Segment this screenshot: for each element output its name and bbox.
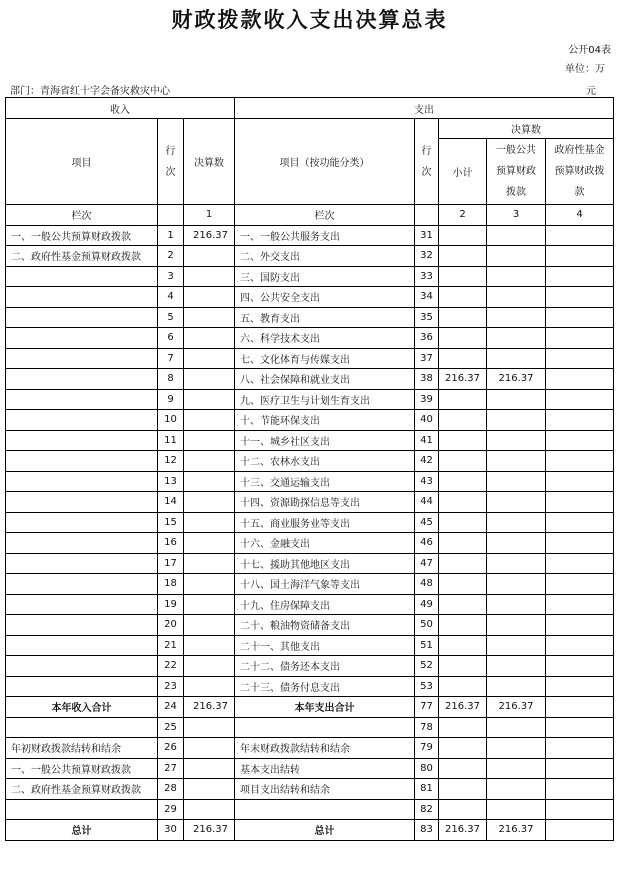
expense-line-no-cell: 34: [415, 287, 439, 308]
expense-line-no-cell: 32: [415, 246, 439, 267]
table-row: [6, 348, 614, 369]
expense-item-cell: 十四、资源勘探信息等支出: [235, 492, 415, 513]
subtotal-cell: [439, 430, 487, 451]
subtotal-cell: 216.37: [439, 697, 487, 718]
table-row: [6, 574, 614, 595]
subtotal-cell: [439, 410, 487, 431]
gov-fund-cell: [546, 471, 614, 492]
income-item-cell: [6, 492, 158, 513]
subtotal-cell: [439, 287, 487, 308]
subtotal-cell: [439, 512, 487, 533]
section-header-row: [6, 98, 614, 119]
income-item-cell: [6, 410, 158, 431]
subtotal-cell: [439, 738, 487, 759]
expense-line-no-cell: 77: [415, 697, 439, 718]
income-line-no-cell: 12: [158, 451, 184, 472]
income-amount-cell: [184, 430, 235, 451]
expense-item-cell: 二、外交支出: [235, 246, 415, 267]
gov-fund-cell: [546, 246, 614, 267]
general-budget-cell: [487, 389, 546, 410]
expense-item-cell: 十六、金融支出: [235, 533, 415, 554]
general-budget-cell: [487, 656, 546, 677]
income-amount-cell: [184, 266, 235, 287]
general-budget-cell: [487, 512, 546, 533]
general-budget-cell: [487, 553, 546, 574]
income-line-no-cell: 22: [158, 656, 184, 677]
column-index-3: 3: [487, 205, 546, 226]
income-line-no-cell: 26: [158, 738, 184, 759]
income-amount-cell: [184, 635, 235, 656]
column-index-row: [6, 205, 614, 226]
general-budget-cell: [487, 738, 546, 759]
gov-fund-cell: [546, 533, 614, 554]
expense-item-cell: 十一、城乡社区支出: [235, 430, 415, 451]
income-item-cell: [6, 594, 158, 615]
gov-fund-cell: [546, 430, 614, 451]
gov-fund-cell: [546, 512, 614, 533]
expense-item-cell: 十三、交通运输支出: [235, 471, 415, 492]
income-item-cell: [6, 451, 158, 472]
expense-line-no-cell: 45: [415, 512, 439, 533]
expense-item-cell: 二十、粮油物资储备支出: [235, 615, 415, 636]
income-section-header: 收入: [6, 98, 235, 119]
income-amount-cell: [184, 328, 235, 349]
expense-item-cell: 十八、国土海洋气象等支出: [235, 574, 415, 595]
subtotal-cell: [439, 779, 487, 800]
subtotal-cell: [439, 307, 487, 328]
unit-label-tail: 元: [586, 86, 596, 97]
column-index-1: 1: [184, 205, 235, 226]
table-row: [6, 779, 614, 800]
income-amount-cell: [184, 369, 235, 390]
income-item-cell: [6, 676, 158, 697]
income-item-cell: [6, 430, 158, 451]
general-budget-cell: [487, 676, 546, 697]
general-budget-cell: [487, 758, 546, 779]
general-budget-cell: [487, 287, 546, 308]
income-line-no-cell: 29: [158, 799, 184, 820]
gov-fund-cell: [546, 799, 614, 820]
income-line-no-cell: 23: [158, 676, 184, 697]
table-row: [6, 389, 614, 410]
income-line-no-cell: 25: [158, 717, 184, 738]
general-budget-cell: [487, 574, 546, 595]
expense-item-cell: 三、国防支出: [235, 266, 415, 287]
expense-line-no-cell: 35: [415, 307, 439, 328]
income-line-no-cell: 15: [158, 512, 184, 533]
expense-item-cell: 年末财政拨款结转和结余: [235, 738, 415, 759]
income-amount-cell: [184, 287, 235, 308]
table-row: [6, 635, 614, 656]
expense-item-cell: 十五、商业服务业等支出: [235, 512, 415, 533]
general-budget-cell: [487, 307, 546, 328]
table-row: [6, 430, 614, 451]
expense-line-no-cell: 48: [415, 574, 439, 595]
general-budget-cell: 216.37: [487, 820, 546, 841]
income-line-no-cell: 19: [158, 594, 184, 615]
income-amount-cell: [184, 553, 235, 574]
gov-fund-cell: [546, 369, 614, 390]
income-line-no-cell: 18: [158, 574, 184, 595]
subtotal-cell: [439, 266, 487, 287]
income-amount-cell: [184, 533, 235, 554]
income-item-cell: [6, 553, 158, 574]
expense-item-cell: 四、公共安全支出: [235, 287, 415, 308]
subtotal-cell: [439, 246, 487, 267]
table-row: [6, 594, 614, 615]
income-item-cell: [6, 369, 158, 390]
expense-item-cell: [235, 799, 415, 820]
gov-fund-cell: [546, 553, 614, 574]
expense-item-cell: 五、教育支出: [235, 307, 415, 328]
expense-line-no-cell: 36: [415, 328, 439, 349]
income-item-cell: 一、一般公共预算财政拨款: [6, 225, 158, 246]
table-row: [6, 471, 614, 492]
expense-item-cell: 基本支出结转: [235, 758, 415, 779]
subtotal-cell: [439, 635, 487, 656]
income-amount-cell: [184, 738, 235, 759]
income-item-cell: 本年收入合计: [6, 697, 158, 718]
income-item-cell: [6, 348, 158, 369]
expense-item-cell: 二十二、债务还本支出: [235, 656, 415, 677]
gov-fund-cell: [546, 451, 614, 472]
gov-fund-cell: [546, 348, 614, 369]
income-amount-cell: [184, 492, 235, 513]
expense-line-no-cell: 49: [415, 594, 439, 615]
table-row: [6, 533, 614, 554]
general-budget-cell: [487, 410, 546, 431]
gov-fund-cell: [546, 594, 614, 615]
income-line-no-cell: 28: [158, 779, 184, 800]
income-line-no-cell: 7: [158, 348, 184, 369]
gov-fund-cell: [546, 656, 614, 677]
gov-fund-cell: [546, 492, 614, 513]
income-item-cell: [6, 717, 158, 738]
income-item-cell: [6, 799, 158, 820]
income-amount-cell: 216.37: [184, 697, 235, 718]
general-budget-cell: [487, 348, 546, 369]
page-title: 财政拨款收入支出决算总表: [171, 7, 448, 32]
expense-line-no-cell: 47: [415, 553, 439, 574]
gov-fund-cell: [546, 615, 614, 636]
subtotal-cell: [439, 717, 487, 738]
income-line-no-cell: 11: [158, 430, 184, 451]
expense-item-cell: 二十一、其他支出: [235, 635, 415, 656]
expense-line-no-cell: 83: [415, 820, 439, 841]
income-item-cell: [6, 471, 158, 492]
income-amount-cell: [184, 471, 235, 492]
table-row: [6, 369, 614, 390]
income-amount-cell: [184, 615, 235, 636]
income-item-cell: [6, 512, 158, 533]
income-amount-cell: [184, 389, 235, 410]
table-row: [6, 799, 614, 820]
subtotal-cell: [439, 758, 487, 779]
column-index-blank: [158, 205, 184, 226]
income-line-no-cell: 6: [158, 328, 184, 349]
general-budget-cell: [487, 471, 546, 492]
gov-fund-cell: [546, 697, 614, 718]
income-line-no-cell: 20: [158, 615, 184, 636]
income-item-cell: 二、政府性基金预算财政拨款: [6, 779, 158, 800]
general-budget-cell: 216.37: [487, 697, 546, 718]
expense-item-cell: [235, 717, 415, 738]
income-amount-header: 决算数: [184, 119, 235, 205]
column-index-2: 2: [439, 205, 487, 226]
expense-item-cell: 总计: [235, 820, 415, 841]
subtotal-header: 小计: [439, 139, 487, 205]
gov-fund-cell: [546, 820, 614, 841]
expense-line-no-cell: 52: [415, 656, 439, 677]
gov-fund-cell: [546, 758, 614, 779]
expense-line-no-cell: 40: [415, 410, 439, 431]
income-line-no-cell: 5: [158, 307, 184, 328]
table-row: [6, 697, 614, 718]
gov-fund-cell: [546, 717, 614, 738]
expense-line-no-cell: 82: [415, 799, 439, 820]
subtotal-cell: [439, 348, 487, 369]
expense-item-cell: 七、文化体育与传媒支出: [235, 348, 415, 369]
income-item-cell: [6, 328, 158, 349]
gov-fund-header: 政府性基金预算财政拨款: [546, 139, 614, 205]
column-header-row: [6, 119, 614, 139]
subtotal-cell: [439, 656, 487, 677]
general-budget-cell: [487, 779, 546, 800]
income-item-cell: 一、一般公共预算财政拨款: [6, 758, 158, 779]
general-budget-cell: [487, 430, 546, 451]
table-row: [6, 410, 614, 431]
subtotal-cell: [439, 451, 487, 472]
income-amount-cell: [184, 799, 235, 820]
expense-item-cell: 项目支出结转和结余: [235, 779, 415, 800]
income-item-header: 项目: [6, 119, 158, 205]
expense-item-cell: 二十三、债务付息支出: [235, 676, 415, 697]
general-budget-cell: 216.37: [487, 369, 546, 390]
income-line-no-cell: 27: [158, 758, 184, 779]
expense-line-no-cell: 38: [415, 369, 439, 390]
gov-fund-cell: [546, 574, 614, 595]
table-row: [6, 758, 614, 779]
income-amount-cell: [184, 307, 235, 328]
table-row: [6, 492, 614, 513]
income-item-cell: [6, 574, 158, 595]
income-line-no-cell: 1: [158, 225, 184, 246]
expense-line-no-cell: 43: [415, 471, 439, 492]
expense-line-no-cell: 53: [415, 676, 439, 697]
unit-label: 单位：万: [565, 64, 605, 75]
expense-line-no-cell: 39: [415, 389, 439, 410]
gov-fund-cell: [546, 738, 614, 759]
table-row: [6, 225, 614, 246]
income-line-no-cell: 9: [158, 389, 184, 410]
income-line-no-cell: 30: [158, 820, 184, 841]
table-row: [6, 328, 614, 349]
table-row: [6, 820, 614, 841]
income-amount-cell: [184, 451, 235, 472]
gov-fund-cell: [546, 307, 614, 328]
table-row: [6, 676, 614, 697]
subtotal-cell: [439, 225, 487, 246]
general-budget-cell: [487, 328, 546, 349]
table-row: [6, 512, 614, 533]
table-row: [6, 246, 614, 267]
income-amount-cell: [184, 574, 235, 595]
income-line-no-header: 行次: [158, 119, 184, 205]
income-amount-cell: [184, 246, 235, 267]
income-item-cell: [6, 266, 158, 287]
expense-line-no-cell: 31: [415, 225, 439, 246]
table-row: [6, 717, 614, 738]
income-item-cell: [6, 615, 158, 636]
expense-line-no-cell: 50: [415, 615, 439, 636]
expense-item-cell: 八、社会保障和就业支出: [235, 369, 415, 390]
general-budget-cell: [487, 246, 546, 267]
income-amount-cell: [184, 676, 235, 697]
general-budget-cell: [487, 266, 546, 287]
expense-line-no-cell: 46: [415, 533, 439, 554]
subtotal-cell: [439, 471, 487, 492]
general-budget-cell: [487, 799, 546, 820]
gov-fund-cell: [546, 225, 614, 246]
column-index-blank: [415, 205, 439, 226]
subtotal-cell: 216.37: [439, 820, 487, 841]
table-row: [6, 738, 614, 759]
subtotal-cell: [439, 799, 487, 820]
subtotal-cell: 216.37: [439, 369, 487, 390]
subtotal-cell: [439, 328, 487, 349]
income-line-no-cell: 4: [158, 287, 184, 308]
income-amount-cell: [184, 410, 235, 431]
expense-line-no-cell: 44: [415, 492, 439, 513]
income-item-cell: 总计: [6, 820, 158, 841]
general-budget-header: 一般公共预算财政拨款: [487, 139, 546, 205]
expense-line-no-cell: 37: [415, 348, 439, 369]
income-item-cell: [6, 656, 158, 677]
general-budget-cell: [487, 615, 546, 636]
income-item-cell: [6, 389, 158, 410]
gov-fund-cell: [546, 676, 614, 697]
income-line-no-cell: 13: [158, 471, 184, 492]
income-line-no-cell: 14: [158, 492, 184, 513]
expense-line-no-cell: 81: [415, 779, 439, 800]
subtotal-cell: [439, 574, 487, 595]
gov-fund-cell: [546, 779, 614, 800]
expense-item-cell: 十九、住房保障支出: [235, 594, 415, 615]
income-item-cell: 年初财政拨款结转和结余: [6, 738, 158, 759]
expense-item-header: 项目（按功能分类）: [235, 119, 415, 205]
income-amount-cell: [184, 717, 235, 738]
income-amount-cell: [184, 512, 235, 533]
expense-item-cell: 十二、农林水支出: [235, 451, 415, 472]
expense-line-no-cell: 42: [415, 451, 439, 472]
expense-amount-header: 决算数: [439, 119, 614, 139]
income-item-cell: [6, 287, 158, 308]
department-label: 部门：青海省红十字会备灾救灾中心: [10, 86, 170, 97]
income-amount-cell: [184, 348, 235, 369]
income-line-no-cell: 8: [158, 369, 184, 390]
subtotal-cell: [439, 594, 487, 615]
general-budget-cell: [487, 594, 546, 615]
expense-line-no-cell: 51: [415, 635, 439, 656]
expense-line-no-cell: 79: [415, 738, 439, 759]
income-line-no-cell: 3: [158, 266, 184, 287]
income-line-no-cell: 17: [158, 553, 184, 574]
column-index-label: 栏次: [6, 205, 158, 226]
income-item-cell: [6, 533, 158, 554]
column-index-4: 4: [546, 205, 614, 226]
expense-item-cell: 九、医疗卫生与计划生育支出: [235, 389, 415, 410]
expense-line-no-cell: 33: [415, 266, 439, 287]
income-amount-cell: [184, 656, 235, 677]
subtotal-cell: [439, 553, 487, 574]
table-row: [6, 287, 614, 308]
form-number: 公开04表: [568, 45, 611, 56]
expense-line-no-cell: 41: [415, 430, 439, 451]
table-row: [6, 615, 614, 636]
expense-item-cell: 一、一般公共服务支出: [235, 225, 415, 246]
general-budget-cell: [487, 225, 546, 246]
gov-fund-cell: [546, 410, 614, 431]
expense-line-no-cell: 80: [415, 758, 439, 779]
income-amount-cell: [184, 594, 235, 615]
expense-item-cell: 十七、援助其他地区支出: [235, 553, 415, 574]
gov-fund-cell: [546, 287, 614, 308]
income-line-no-cell: 21: [158, 635, 184, 656]
expense-item-cell: 本年支出合计: [235, 697, 415, 718]
subtotal-cell: [439, 389, 487, 410]
table-row: [6, 553, 614, 574]
general-budget-cell: [487, 533, 546, 554]
income-item-cell: [6, 635, 158, 656]
gov-fund-cell: [546, 266, 614, 287]
gov-fund-cell: [546, 389, 614, 410]
general-budget-cell: [487, 451, 546, 472]
income-amount-cell: 216.37: [184, 225, 235, 246]
general-budget-cell: [487, 635, 546, 656]
budget-table: [5, 97, 614, 841]
income-line-no-cell: 10: [158, 410, 184, 431]
gov-fund-cell: [546, 635, 614, 656]
expense-item-cell: 六、科学技术支出: [235, 328, 415, 349]
table-row: [6, 307, 614, 328]
subtotal-cell: [439, 533, 487, 554]
income-amount-cell: [184, 758, 235, 779]
general-budget-cell: [487, 492, 546, 513]
expense-line-no-header: 行次: [415, 119, 439, 205]
income-line-no-cell: 2: [158, 246, 184, 267]
income-line-no-cell: 16: [158, 533, 184, 554]
general-budget-cell: [487, 717, 546, 738]
table-row: [6, 451, 614, 472]
subtotal-cell: [439, 615, 487, 636]
table-row: [6, 656, 614, 677]
gov-fund-cell: [546, 328, 614, 349]
income-item-cell: 二、政府性基金预算财政拨款: [6, 246, 158, 267]
income-line-no-cell: 24: [158, 697, 184, 718]
table-row: [6, 266, 614, 287]
expense-line-no-cell: 78: [415, 717, 439, 738]
column-index-label: 栏次: [235, 205, 415, 226]
subtotal-cell: [439, 492, 487, 513]
income-amount-cell: [184, 779, 235, 800]
income-amount-cell: 216.37: [184, 820, 235, 841]
expense-item-cell: 十、节能环保支出: [235, 410, 415, 431]
income-item-cell: [6, 307, 158, 328]
subtotal-cell: [439, 676, 487, 697]
expense-section-header: 支出: [235, 98, 614, 119]
